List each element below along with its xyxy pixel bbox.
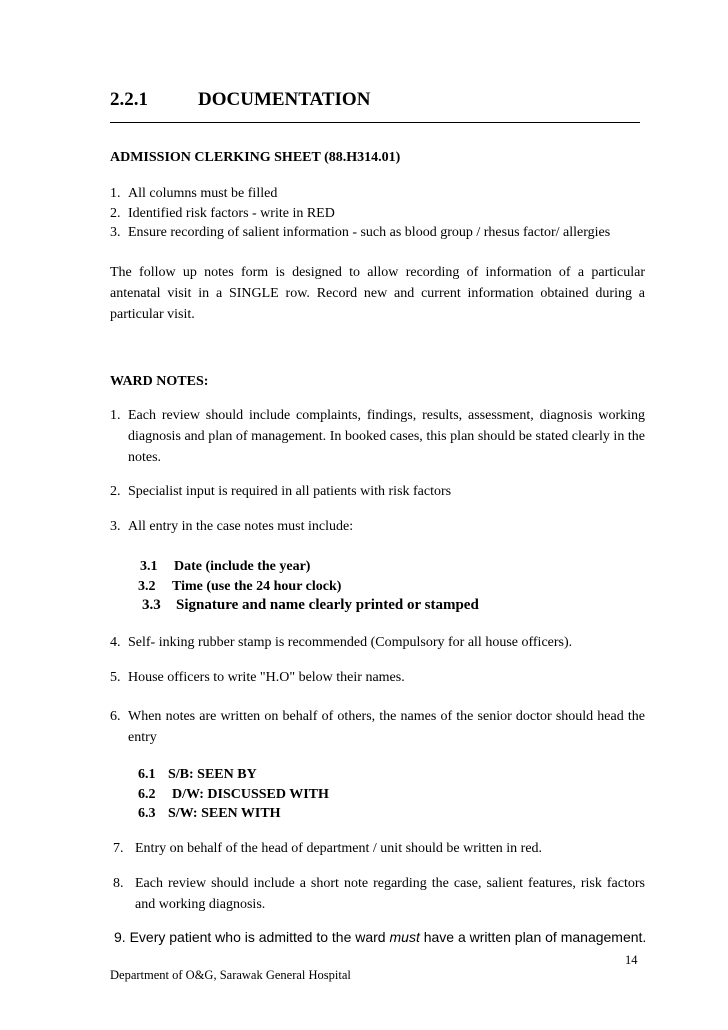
ward-item-7: 7. Entry on behalf of the head of department / unit should be written in red. [113,841,543,856]
ward-item-3: 3. All entry in the case notes must include: [110,519,354,534]
ward-item-9: 9. Every patient who is admitted to the ward must have a written plan of management. [114,929,647,945]
ward-notes-title: WARD NOTES: [110,374,209,389]
heading-rule [110,122,640,123]
ward-sublist-6 [138,765,329,824]
ward-item-8: 8. Each review should include a short note regarding the case, salient features, risk factors and working diagnosis. [113,876,645,912]
ward-item-4: 4. Self- inking rubber stamp is recommended (Compulsory for all house officers). [110,635,573,650]
list-item: 3.1 Date (include the year) [140,559,311,574]
ward-item-1: 1. Each review should include complaints, findings, results, assessment, diagnosis working diagnosis and plan of management. In booked cases, this plan should be stated clearly in the notes. [110,408,645,465]
list-item: 3. Ensure recording of salient information - such as blood group / rhesus factor/ allergies [110,225,611,240]
section-heading [110,89,371,111]
admission-paragraph: The follow up notes form is designed to allow recording of information of a particular antenatal visit in a SINGLE row. Record new and current information obtained during a particular visit. [110,265,645,322]
admission-title: ADMISSION CLERKING SHEET (88.H314.01) [110,150,401,165]
list-item: 6.2 D/W: DISCUSSED WITH [138,786,329,802]
ward-sublist-3 [138,557,479,616]
list-item: 3.2 Time (use the 24 hour clock) [138,578,342,594]
list-item: 3.3 Signature and name clearly printed or stamped [142,597,479,613]
section-number: 2.2.1 [110,89,148,110]
list-item: 6.1 S/B: SEEN BY [138,767,257,782]
section-title: DOCUMENTATION [198,89,371,110]
footer-text: Department of O&G, Sarawak General Hospital [110,968,351,982]
emphasis-must: must [389,929,420,945]
list-item: 2. Identified risk factors - write in RED [110,205,335,221]
page-number: 14 [625,953,638,967]
list-item: 1. All columns must be filled [110,186,278,201]
list-item: 6.3 S/W: SEEN WITH [138,806,281,821]
ward-item-6: 6. When notes are written on behalf of others, the names of the senior doctor should head the entry [110,709,645,745]
admission-list [110,184,645,243]
ward-item-2: 2. Specialist input is required in all patients with risk factors [110,484,452,499]
ward-item-5: 5. House officers to write "H.O" below their names. [110,670,405,685]
